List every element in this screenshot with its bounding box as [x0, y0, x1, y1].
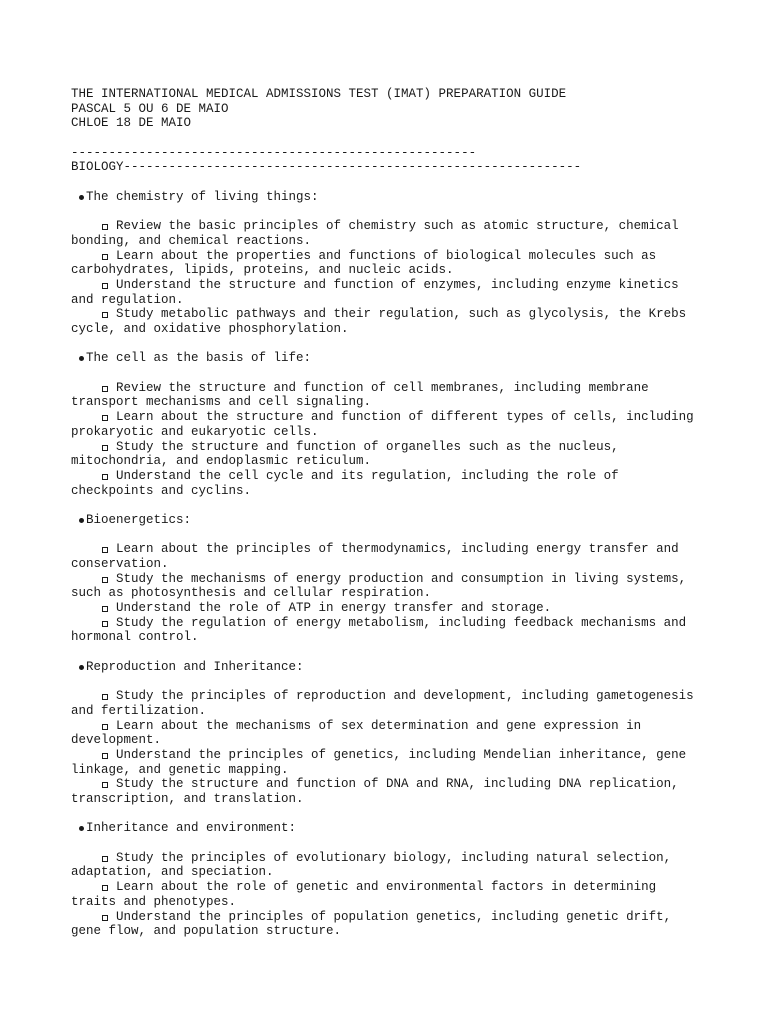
spacer	[71, 528, 711, 543]
spacer	[71, 175, 711, 190]
list-item-text: Learn about the principles of thermodynamics, including energy transfer and	[116, 542, 679, 557]
square-bullet-icon	[102, 312, 108, 318]
subject-heading-biology: BIOLOGY-------------------------------------------------------------	[71, 160, 582, 175]
list-item-text: Understand the principles of population genetics, including genetic drift,	[116, 909, 672, 924]
square-bullet-icon	[102, 606, 108, 612]
list-item-text: Understand the cell cycle and its regulation, including the role of	[116, 468, 619, 483]
list-item-first-line	[71, 572, 711, 587]
list-item-first-line	[71, 719, 711, 734]
list-item-continuation: conservation.	[71, 557, 169, 571]
list-item-first-line	[71, 249, 711, 264]
section-heading	[71, 660, 711, 675]
section-heading-text: Reproduction and Inheritance:	[86, 659, 304, 674]
list-item-continuation: transport mechanisms and cell signaling.	[71, 395, 372, 410]
list-item	[71, 249, 711, 278]
list-item	[71, 777, 711, 806]
list-item-continuation: bonding, and chemical reactions.	[71, 233, 312, 248]
list-item	[71, 572, 711, 601]
spacer	[71, 366, 711, 381]
list-item	[71, 689, 711, 718]
list-item	[71, 469, 711, 498]
spacer	[71, 807, 711, 822]
list-item-first-line	[71, 219, 711, 234]
square-bullet-icon	[102, 224, 108, 230]
list-item-text: Study metabolic pathways and their regulation, such as glycolysis, the Krebs	[116, 307, 687, 322]
list-item-text: Study the principles of reproduction and development, including gametogenesis	[116, 689, 694, 704]
section-heading	[71, 190, 711, 205]
list-item	[71, 542, 711, 571]
square-bullet-icon	[102, 577, 108, 583]
list-item-first-line	[71, 440, 711, 455]
square-bullet-icon	[102, 694, 108, 700]
section-list	[71, 175, 711, 939]
bullet-dot-icon	[79, 518, 84, 523]
spacer	[71, 337, 711, 352]
document-page	[71, 87, 711, 939]
spacer	[71, 836, 711, 851]
spacer	[71, 675, 711, 690]
list-item-continuation: development.	[71, 733, 162, 748]
section-heading-text: Inheritance and environment:	[86, 821, 297, 836]
list-item-continuation: and regulation.	[71, 292, 184, 307]
spacer	[71, 131, 711, 146]
list-item-first-line	[71, 307, 711, 322]
square-bullet-icon	[102, 283, 108, 289]
list-item	[71, 440, 711, 469]
document-title: THE INTERNATIONAL MEDICAL ADMISSIONS TEST (IMAT) PREPARATION GUIDE	[71, 87, 567, 101]
list-item-continuation: such as photosynthesis and cellular respiration.	[71, 586, 432, 601]
list-item	[71, 381, 711, 410]
section-heading-text: Bioenergetics:	[86, 512, 192, 527]
list-item-continuation: hormonal control.	[71, 630, 199, 645]
list-item-continuation: cycle, and oxidative phosphorylation.	[71, 322, 349, 336]
list-item-continuation: linkage, and genetic mapping.	[71, 762, 289, 777]
square-bullet-icon	[102, 621, 108, 627]
list-item	[71, 601, 711, 616]
list-item-first-line	[71, 748, 711, 763]
rule-line: ------------------------------------------------------	[71, 145, 477, 160]
square-bullet-icon	[102, 753, 108, 759]
list-item-text: Study the principles of evolutionary biology, including natural selection,	[116, 850, 672, 865]
square-bullet-icon	[102, 445, 108, 451]
bullet-dot-icon	[79, 826, 84, 831]
list-item-first-line	[71, 381, 711, 396]
header-line-chloe: CHLOE 18 DE MAIO	[71, 116, 192, 131]
list-item-first-line	[71, 278, 711, 293]
list-item-text: Study the structure and function of DNA and RNA, including DNA replication,	[116, 777, 679, 792]
list-item-continuation: traits and phenotypes.	[71, 894, 237, 909]
list-item-continuation: and fertilization.	[71, 703, 207, 718]
list-item-continuation: transcription, and translation.	[71, 792, 304, 806]
list-item	[71, 278, 711, 307]
square-bullet-icon	[102, 782, 108, 788]
list-item-text: Understand the role of ATP in energy transfer and storage.	[116, 601, 552, 616]
square-bullet-icon	[102, 254, 108, 260]
list-item-continuation: checkpoints and cyclins.	[71, 483, 252, 498]
list-item-text: Review the basic principles of chemistry such as atomic structure, chemical	[116, 219, 679, 234]
square-bullet-icon	[102, 915, 108, 921]
bullet-dot-icon	[79, 195, 84, 200]
list-item-continuation: mitochondria, and endoplasmic reticulum.	[71, 454, 372, 469]
square-bullet-icon	[102, 415, 108, 421]
list-item-continuation: carbohydrates, lipids, proteins, and nucleic acids.	[71, 263, 454, 278]
section-heading	[71, 513, 711, 528]
list-item-first-line	[71, 851, 711, 866]
list-item-first-line	[71, 880, 711, 895]
header-line-pascal: PASCAL 5 OU 6 DE MAIO	[71, 101, 229, 116]
list-item-text: Study the regulation of energy metabolism, including feedback mechanisms and	[116, 615, 687, 630]
spacer	[71, 645, 711, 660]
list-item	[71, 307, 711, 336]
list-item-first-line	[71, 410, 711, 425]
list-item-text: Learn about the structure and function of different types of cells, including	[116, 410, 694, 425]
list-item-text: Understand the principles of genetics, including Mendelian inheritance, gene	[116, 747, 687, 762]
section-heading-text: The chemistry of living things:	[86, 189, 319, 204]
list-item-text: Learn about the role of genetic and environmental factors in determining	[116, 880, 657, 895]
list-item-first-line	[71, 542, 711, 557]
square-bullet-icon	[102, 856, 108, 862]
list-item-text: Learn about the mechanisms of sex determination and gene expression in	[116, 718, 642, 733]
bullet-dot-icon	[79, 356, 84, 361]
list-item-continuation: prokaryotic and eukaryotic cells.	[71, 424, 319, 439]
section-heading	[71, 821, 711, 836]
list-item-first-line	[71, 777, 711, 792]
list-item-text: Review the structure and function of cell membranes, including membrane	[116, 380, 649, 395]
list-item-continuation: gene flow, and population structure.	[71, 924, 342, 939]
list-item-first-line	[71, 469, 711, 484]
list-item-first-line	[71, 689, 711, 704]
square-bullet-icon	[102, 724, 108, 730]
list-item	[71, 851, 711, 880]
list-item-text: Study the structure and function of organelles such as the nucleus,	[116, 439, 619, 454]
square-bullet-icon	[102, 547, 108, 553]
square-bullet-icon	[102, 474, 108, 480]
list-item-text: Study the mechanisms of energy production and consumption in living systems,	[116, 571, 687, 586]
list-item	[71, 410, 711, 439]
list-item-text: Understand the structure and function of enzymes, including enzyme kinetics	[116, 277, 679, 292]
list-item	[71, 910, 711, 939]
list-item	[71, 880, 711, 909]
section-heading	[71, 351, 711, 366]
square-bullet-icon	[102, 885, 108, 891]
section-heading-text: The cell as the basis of life:	[86, 351, 312, 366]
list-item	[71, 748, 711, 777]
spacer	[71, 205, 711, 220]
list-item	[71, 616, 711, 645]
list-item-first-line	[71, 910, 711, 925]
list-item-text: Learn about the properties and functions of biological molecules such as	[116, 248, 657, 263]
bullet-dot-icon	[79, 665, 84, 670]
list-item-first-line	[71, 616, 711, 631]
list-item	[71, 219, 711, 248]
square-bullet-icon	[102, 386, 108, 392]
list-item	[71, 719, 711, 748]
spacer	[71, 498, 711, 513]
list-item-continuation: adaptation, and speciation.	[71, 865, 274, 880]
list-item-first-line	[71, 601, 711, 616]
